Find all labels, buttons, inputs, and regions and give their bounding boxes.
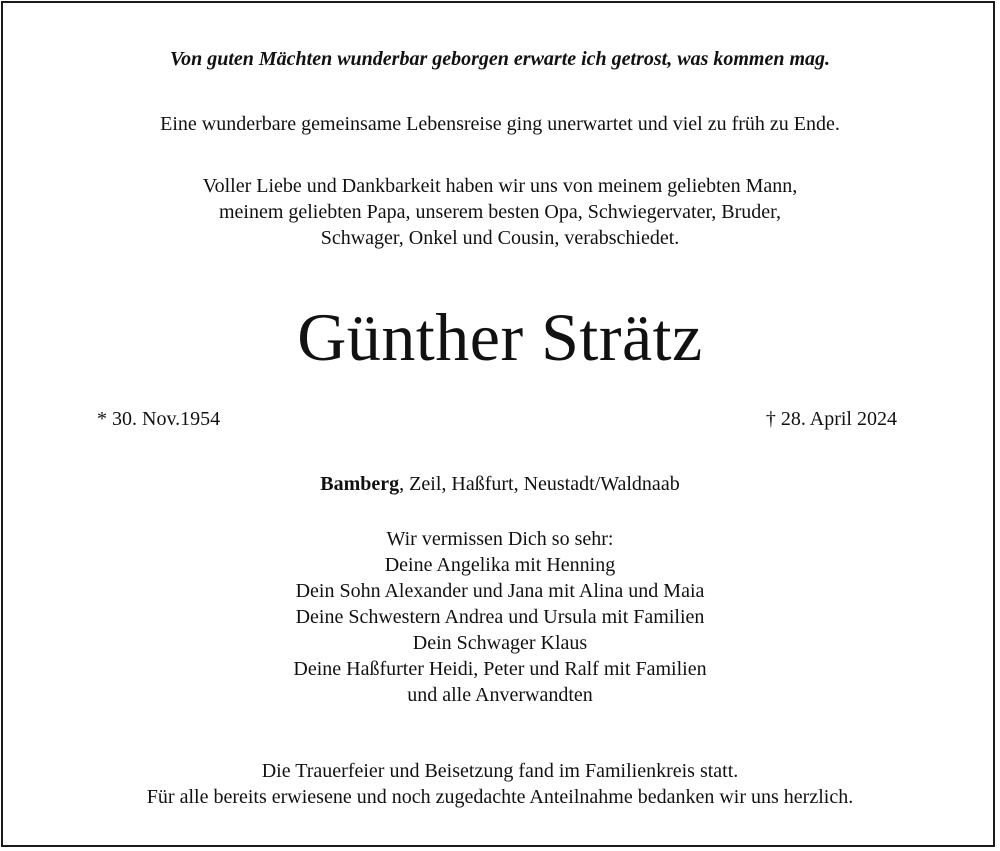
deceased-name: Günther Strätz: [297, 299, 703, 375]
mourners-line: Deine Angelika mit Henning: [384, 554, 616, 576]
farewell-line: Schwager, Onkel und Cousin, verabschiedet.: [320, 227, 680, 249]
mourners-line: Deine Schwestern Andrea und Ursula mit Familien: [295, 606, 705, 628]
mourners-line: Dein Sohn Alexander und Jana mit Alina und Maia: [295, 580, 705, 602]
closing-paragraph: [0, 758, 1000, 810]
mourners-line: und alle Anverwandten: [407, 684, 593, 706]
journey-text: Eine wunderbare gemeinsame Lebensreise ging unerwartet und viel zu früh zu Ende.: [160, 113, 840, 135]
mourners-line: Deine Haßfurter Heidi, Peter und Ralf mit Familien: [293, 658, 707, 680]
farewell-line: Voller Liebe und Dankbarkeit haben wir uns von meinem geliebten Mann,: [202, 175, 798, 197]
farewell-paragraph: [0, 173, 1000, 251]
mourners-list: [0, 526, 1000, 708]
mourners-line: Wir vermissen Dich so sehr:: [386, 528, 614, 550]
closing-line: Für alle bereits erwiesene und noch zugedachte Anteilnahme bedanken wir uns herzlich.: [146, 786, 854, 808]
farewell-line: meinem geliebten Papa, unserem besten Opa, Schwiegervater, Bruder,: [218, 201, 782, 223]
main-place: Bamberg: [320, 473, 400, 495]
death-date: † 28. April 2024: [765, 408, 897, 430]
birth-date: * 30. Nov.1954: [97, 408, 221, 430]
closing-line: Die Trauerfeier und Beisetzung fand im Familienkreis statt.: [261, 760, 739, 782]
other-places: , Zeil, Haßfurt, Neustadt/Waldnaab: [399, 473, 680, 495]
places-line: [0, 471, 1000, 497]
motto-quote: Von guten Mächten wunderbar geborgen erwarte ich getrost, was kommen mag.: [169, 48, 831, 70]
mourners-line: Dein Schwager Klaus: [412, 632, 588, 654]
